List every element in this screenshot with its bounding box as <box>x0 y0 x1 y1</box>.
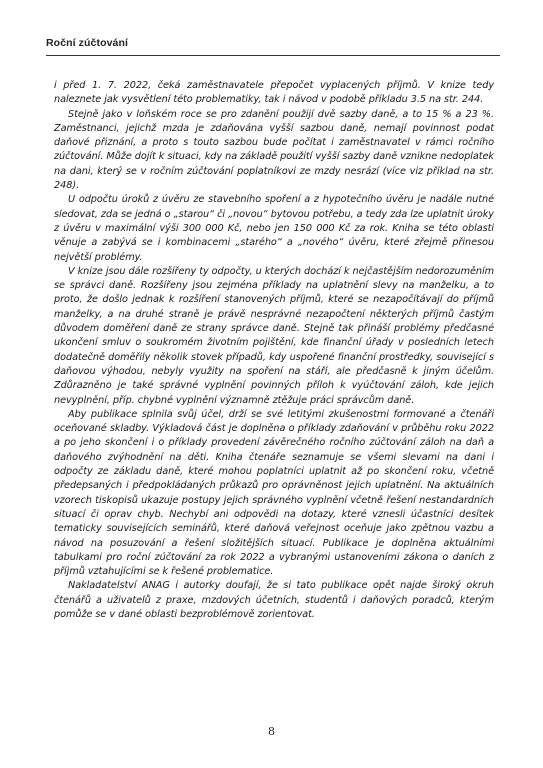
paragraph-4: V knize jsou dále rozšířeny ty odpočty, u kterých dochází k nejčastějším nedorozuměním se správci daně. Rozšířeny jsou zejména příklady na uplatnění slevy na manželku, a to proto, že došlo jednak k rozšíření stanovených příjmů, které se nezapočítávají do příjmů manželky, a na druhé straně je právě nesprávné nezapočtení některých příjmů častým důvodem doměření daně ze strany správce daně. Stejně tak přináší problémy předčasné ukončení smluv o soukromém životním pojištění, kde finanční úřady v posledních letech dodatečně doměřily několik stovek případů, kdy uspořené finanční prostředky, související s daňovou výhodou, nebyly využity na spoření na stáří, ale předčasně k jiným účelům. Zdůrazněno je také správné vyplnění povinných příloh k vyúčtování záloh, kde jejich nevyplnění, příp. chybné vyplnění významně ztěžuje práci správcům daně. <box>54 265 494 406</box>
paragraph-6: Nakladatelství ANAG i autorky doufají, že si tato publikace opět najde široký okruh čtenářů a uživatelů z praxe, mzdových účetních, studentů i daňových poradců, kterým pomůže se v dané oblasti bezproblémově zorientovat. <box>54 580 494 620</box>
paragraph-2: Stejně jako v loňském roce se pro zdanění použijí dvě sazby daně, a to 15 % a 23 %. Zaměstnanci, jejichž mzda je zdaňována vyšší sazbou daně, nemají povinnost podat daňové přiznání, a proto s touto sazbou bude počítat i zaměstnavatel v rámci ročního zúčtování. Může dojít k situaci, kdy na základě použití vyšší sazby daně vznikne nedoplatek na dani, který se v ročním zúčtování poplatníkovi ze mzdy nesrází (více viz příklad na str. 248). <box>54 108 494 192</box>
paragraph-1: i před 1. 7. 2022, čeká zaměstnavatele přepočet vyplacených příjmů. V knize tedy naleznete jak vysvětlení této problematiky, tak i návod v podobě příkladu 3.5 na str. 244. <box>54 80 494 106</box>
page-number: 8 <box>268 725 275 738</box>
running-header-title: Roční zúčtování <box>46 37 129 49</box>
paragraph-5: Aby publikace splnila svůj účel, drží se své letitými zkušenostmi formované a čtenáři oceňované skladby. Výkladová část je doplněna o příklady zdaňování v průběhu roku 2022 a po jeho skončení i o příklady provedení závěrečného ročního zúčtování záloh na daň a daňového zvýhodnění na děti. Kniha čtenáře seznamuje se všemi slevami na dani i odpočty ze základu daně, které mohou poplatníci uplatnit až po skončení roku, včetně předepsaných i předpokládaných průkazů pro oprávněnost jejich uplatnění. Na aktuálních vzorech tiskopisů ukazuje postupy jejich správného vyplnění včetně řešení nestandardních situací či oprav chyb. Nechybí ani odpovědi na dotazy, které vznesli účastníci desítek tematicky souvisejících seminářů, které daňová veřejnost oceňuje jako zpětnou vazbu a návod na posuzování a řešení složitějších situací. Publikace je doplněna aktuálními tabulkami pro roční zúčtování za rok 2022 a vybranými ustanoveními zákona o daních z příjmů vztahujícími se k řešené problematice. <box>54 408 494 578</box>
header-rule <box>46 55 500 56</box>
body-text <box>54 79 494 622</box>
paragraph-3: U odpočtu úroků z úvěru ze stavebního spoření a z hypotečního úvěru je nadále nutné sledovat, zda se jedná o „starou“ či „novou“ bytovou potřebu, a tedy zda lze uplatnit úroky z úvěru v maximální výši 300 000 Kč, nebo jen 150 000 Kč za rok. Kniha se této oblasti věnuje a zabývá se i kombinacemi „starého“ a „nového“ úvěru, které zřejmě přinesou největší problémy. <box>54 194 494 263</box>
